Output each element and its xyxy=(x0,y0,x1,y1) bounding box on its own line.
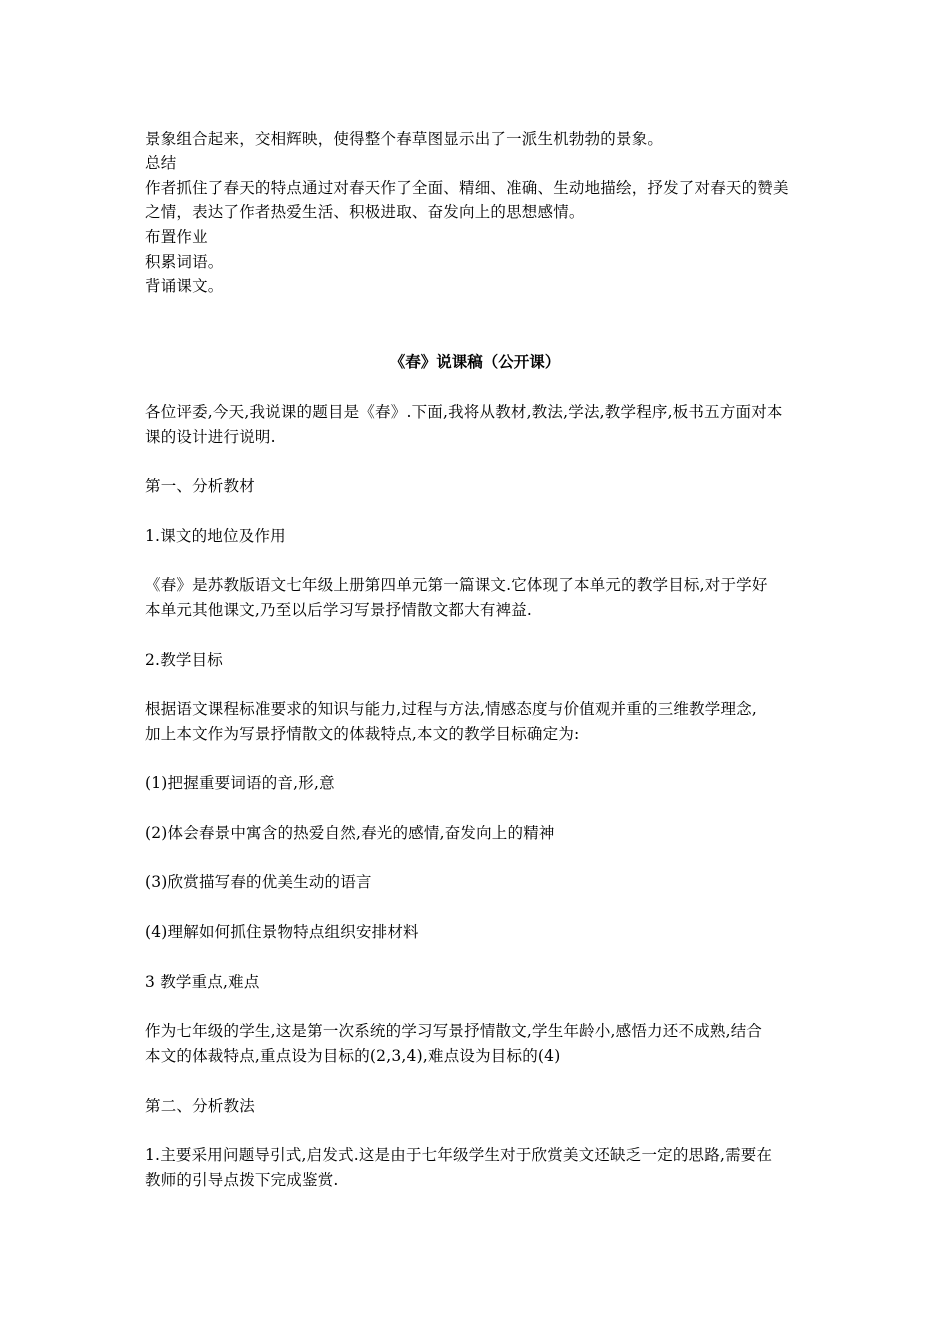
section-heading: 第一、分析教材 xyxy=(145,477,255,495)
goal-item: (3)欣赏描写春的优美生动的语言 xyxy=(145,873,372,891)
paragraph-line: 根据语文课程标准要求的知识与能力,过程与方法,情感态度与价值观并重的三维教学理念, xyxy=(145,700,757,718)
goal-item: (1)把握重要词语的音,形,意 xyxy=(145,774,335,792)
goal-item: (2)体会春景中寓含的热爱自然,春光的感情,奋发向上的精神 xyxy=(145,824,555,842)
summary-heading: 总结 xyxy=(145,154,177,172)
paragraph-line: 本单元其他课文,乃至以后学习写景抒情散文都大有裨益. xyxy=(145,601,533,619)
paragraph-line: 作为七年级的学生,这是第一次系统的学习写景抒情散文,学生年龄小,感悟力还不成熟,结合 xyxy=(145,1022,763,1040)
subsection-heading: 1.课文的地位及作用 xyxy=(145,527,286,545)
paragraph-line: 本文的体裁特点,重点设为目标的(2,3,4),难点设为目标的(4) xyxy=(145,1047,561,1065)
homework-heading: 布置作业 xyxy=(145,228,208,246)
homework-item: 背诵课文。 xyxy=(145,277,224,295)
document-title: 《春》说课稿（公开课） xyxy=(389,352,561,371)
paragraph-line: 加上本文作为写景抒情散文的体裁特点,本文的教学目标确定为: xyxy=(145,725,580,743)
subsection-heading: 2.教学目标 xyxy=(145,651,223,669)
paragraph-line: 课的设计进行说明. xyxy=(145,428,276,446)
summary-text: 之情，表达了作者热爱生活、积极进取、奋发向上的思想感情。 xyxy=(145,203,585,221)
goal-item: (4)理解如何抓住景物特点组织安排材料 xyxy=(145,923,419,941)
paragraph-line: 《春》是苏教版语文七年级上册第四单元第一篇课文.它体现了本单元的教学目标,对于学好 xyxy=(145,576,768,594)
paragraph-line: 各位评委,今天,我说课的题目是《春》.下面,我将从教材,教法,学法,教学程序,板书五方面对本 xyxy=(145,403,783,421)
text-line: 景象组合起来，交相辉映，使得整个春草图显示出了一派生机勃勃的景象。 xyxy=(145,130,664,148)
homework-item: 积累词语。 xyxy=(145,253,224,271)
subsection-heading: 3 教学重点,难点 xyxy=(145,973,260,991)
section-heading: 第二、分析教法 xyxy=(145,1097,255,1115)
paragraph-line: 1.主要采用问题导引式,启发式.这是由于七年级学生对于欣赏美文还缺乏一定的思路,需要在 xyxy=(145,1146,773,1164)
summary-text: 作者抓住了春天的特点通过对春天作了全面、精细、准确、生动地描绘，抒发了对春天的赞美 xyxy=(145,179,789,197)
paragraph-line: 教师的引导点拨下完成鉴赏. xyxy=(145,1171,339,1189)
